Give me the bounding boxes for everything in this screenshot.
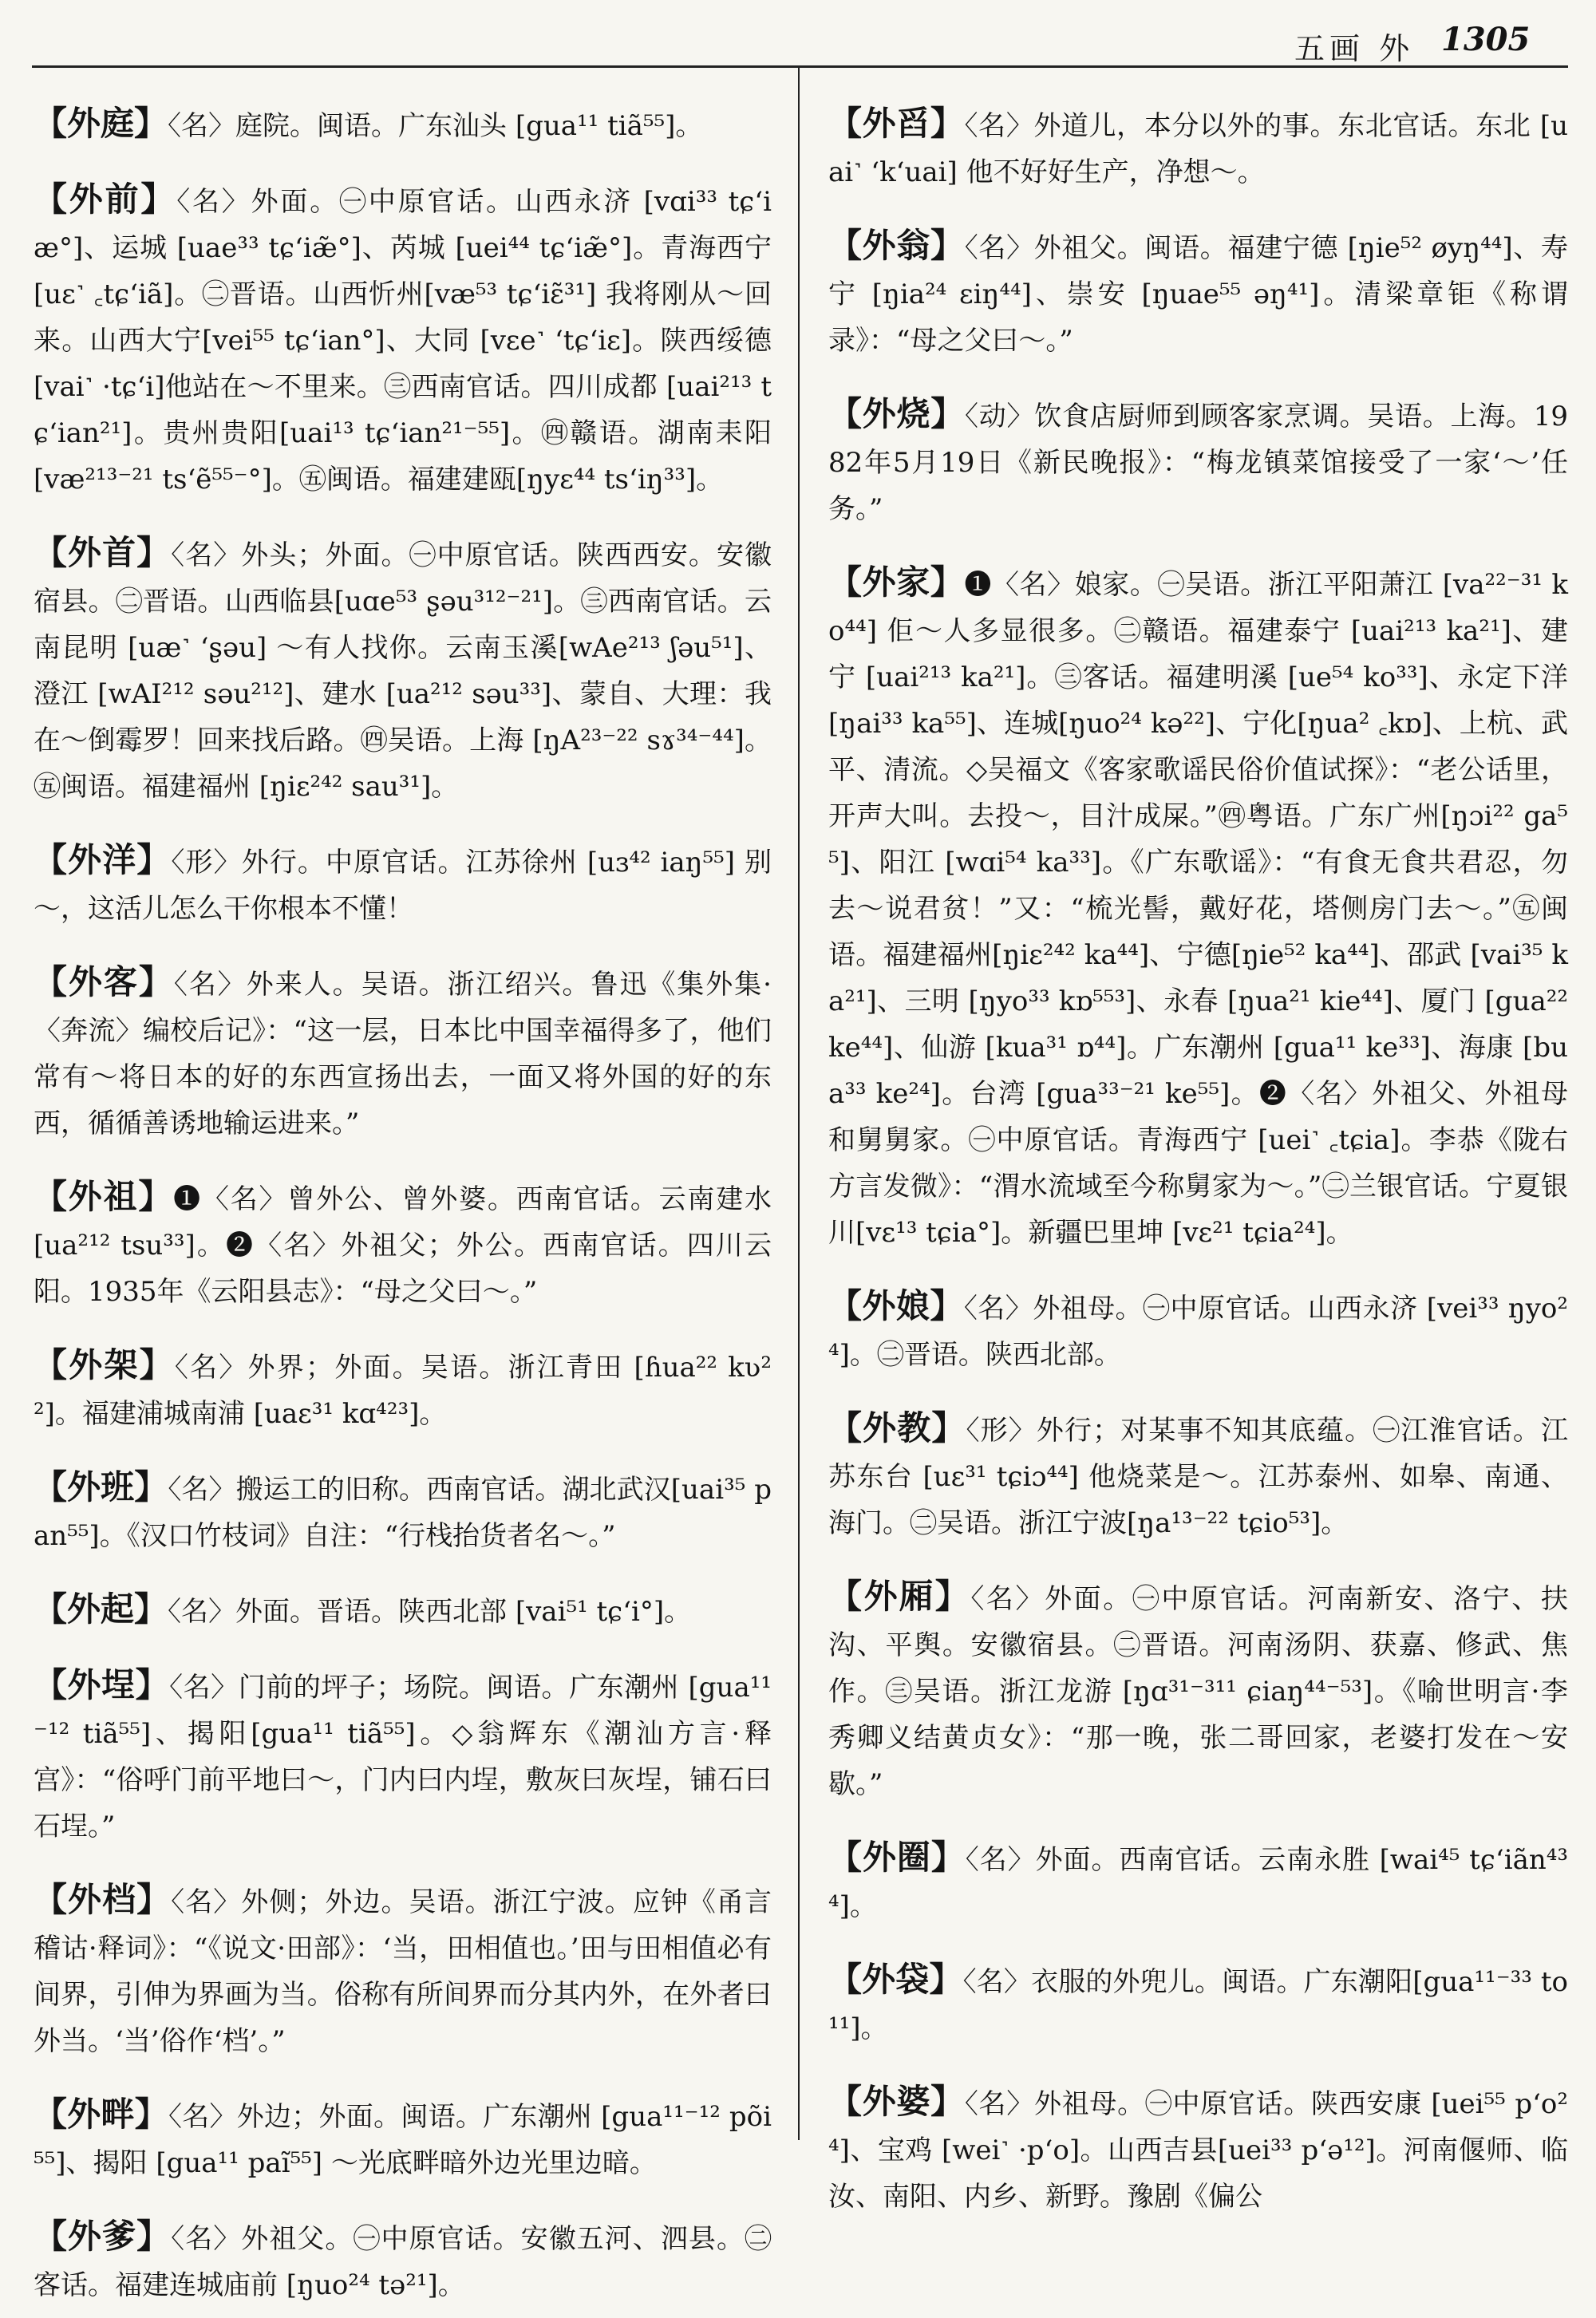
entry-body: 〈名〉衣服的外兜儿。闽语。广东潮阳[gua¹¹⁻³³ to¹¹]。 [828,1966,1568,2044]
entry-body: 〈名〉外祖父。㊀中原官话。安徽五河、泗县。㊁客话。福建连城庙前 [ŋuo²⁴ tə²¹]。 [34,2223,772,2301]
entry [828,1283,1568,1378]
entry [34,1342,772,1437]
entry-headword: 【外客】 [34,962,174,1001]
entry [828,223,1568,364]
entry [828,559,1568,1256]
entry-headword: 【外娘】 [828,1286,964,1325]
running-head: 五画 外 [1294,31,1415,66]
page-header [0,18,1596,65]
entry [34,176,772,503]
entry-headword: 【外烧】 [828,394,965,433]
header-rule [32,65,1568,68]
entry-body: 〈形〉外行；对某事不知其底蕴。㊀江淮官话。江苏东台 [uɛ³¹ tɕiɔ⁴⁴] 他烧菜是～。江苏泰州、如皋、南通、海门。㊁吴语。浙江宁波[ŋa¹³⁻²² tɕio⁵³]。 [828,1415,1568,1539]
entry-body: 〈名〉门前的坪子；场院。闽语。广东潮州 [gua¹¹⁻¹² tiã⁵⁵]、揭阳[gua¹¹ tiã⁵⁵]。◇翁辉东《潮汕方言·释宫》：“俗呼门前平地曰～，门内曰内埕，敷灰曰灰埕，铺石曰石埕。” [34,1672,772,1842]
entry [828,1405,1568,1546]
column-divider [798,65,800,2140]
entry [34,1877,772,2064]
entry-headword: 【外翁】 [828,226,965,265]
entry-headword: 【外袋】 [828,1960,963,1999]
entry [828,1957,1568,2051]
entry-body: ❶〈名〉娘家。㊀吴语。浙江平阳萧江 [va²²⁻³¹ ko⁴⁴] 佢～人多显很多。㊁赣语。福建泰宁 [uai²¹³ ka²¹]、建宁 [uai²¹³ ka²¹]。㊂客话。福建明溪 [ue⁵⁴ ko³³]、永定下洋 [ŋai³³ ka⁵⁵]、连城[ŋuo²⁴ kə²²]、宁化[ŋua² ꜀kɒ]、上杭、武平、清流。◇吴福文《客家歌谣民俗价值试探》：“老公话里，开声大叫。去投～，目汁成屎。”㊃粤语。广东广州[ŋɔi²² ga⁵⁵]、阳江 [wɑi⁵⁴ ka³³]。《广东歌谣》：“有食无食共君忍，勿去～说君贫！”又：“梳光髻，戴好花，塔侧房门去～。”㊄闽语。福建福州[ŋiɛ²⁴² ka⁴⁴]、宁德[ŋie⁵² ka⁴⁴]、邵武 [vai³⁵ ka²¹]、三明 [ŋyo³³ kɒ⁵⁵³]、永春 [ŋua²¹ kie⁴⁴]、厦门 [gua²² ke⁴⁴]、仙游 [kua³¹ ɒ⁴⁴]。广东潮州 [gua¹¹ ke³³]、海康 [bua³³ ke²⁴]。台湾 [gua³³⁻²¹ ke⁵⁵]。❷〈名〉外祖父、外祖母和舅舅家。㊀中原官话。青海西宁 [uei˺ ꜀tɕia]。李恭《陇右方言发微》：“渭水流域至今称舅家为～。”㊁兰银官话。宁夏银川[vɛ¹³ tɕia°]。新疆巴里坤 [vɛ²¹ tɕia²⁴]。 [828,569,1568,1249]
entry-body: 〈名〉外面。西南官话。云南永胜 [wai⁴⁵ tɕʻiãn⁴³⁴]。 [828,1844,1568,1922]
entry [34,1662,772,1850]
entry-headword: 【外起】 [34,1589,168,1629]
entry-body: ❶〈名〉曾外公、曾外婆。西南官话。云南建水 [ua²¹² tsu³³]。❷〈名〉外祖父；外公。西南官话。四川云阳。1935年《云阳县志》：“母之父曰～。” [34,1183,772,1308]
entry [34,2091,772,2186]
entry [828,1834,1568,1929]
entry [34,530,772,810]
entry-headword: 【外爹】 [34,2217,172,2256]
entry [828,391,1568,532]
entry-headword: 【外家】 [828,563,965,602]
entry-body: 〈名〉外道儿，本分以外的事。东北官话。东北 [uai˺ ʻkʻuai] 他不好好生产，净想～。 [828,110,1568,188]
entry-headword: 【外前】 [34,180,177,219]
entry [34,2213,772,2308]
entry [34,101,772,149]
entry-headword: 【外档】 [34,1880,172,1919]
right-column [828,73,1568,2229]
entry-body: 〈名〉外界；外面。吴语。浙江青田 [ɦua²² kʋ²²]。福建浦城南浦 [uaɛ³¹ kɑ⁴²³]。 [34,1352,772,1430]
entry-body: 〈名〉外祖母。㊀中原官话。陕西安康 [uei⁵⁵ pʻo²⁴]、宝鸡 [wei˺ ·pʻo]。山西吉县[uei³³ pʻə¹²]。河南偃师、临汝、南阳、内乡、新野。豫剧《偏公 [828,2088,1568,2213]
entry-body: 〈名〉庭院。闽语。广东汕头 [gua¹¹ tiã⁵⁵]。 [168,110,703,142]
entry-headword: 【外首】 [34,533,172,572]
entry-headword: 【外婆】 [828,2082,965,2121]
entry-headword: 【外庭】 [34,104,168,143]
entry-headword: 【外班】 [34,1467,168,1507]
entry-headword: 【外舀】 [828,104,965,143]
entry-headword: 【外埕】 [34,1665,170,1704]
entry-body: 〈名〉外面。㊀中原官话。山西永济 [vɑi³³ tɕʻiæ°]、运城 [uae³³ tɕʻiæ̃°]、芮城 [uei⁴⁴ tɕʻiæ̃°]。青海西宁[uɛ˺ ꜀tɕʻiã]。㊁晋语。山西忻州[væ⁵³ tɕʻiɛ̃³¹] 我将刚从～回来。山西大宁[vei⁵⁵ tɕʻian°]、大同 [vɛe˺ ʻtɕʻiɛ]。陕西绥德 [vai˺ ·tɕʻi]他站在～不里来。㊂西南官话。四川成都 [uai²¹³ tɕʻian²¹]。贵州贵阳[uai¹³ tɕʻian²¹⁻⁵⁵]。㊃赣语。湖南耒阳 [væ²¹³⁻²¹ tsʻẽ⁵⁵⁻°]。㊄闽语。福建建瓯[ŋyɛ⁴⁴ tsʻiŋ³³]。 [34,186,772,496]
entry [34,837,772,932]
entry-headword: 【外架】 [34,1345,175,1384]
entry [34,1464,772,1559]
entry-body: 〈名〉外头；外面。㊀中原官话。陕西西安。安徽宿县。㊁晋语。山西临县[uɑe⁵³ ʂəu³¹²⁻²¹]。㊂西南官话。云南昆明 [uæ˺ ʻʂəu] ～有人找你。云南玉溪[wAe²¹³ ʃəu⁵¹]、澄江 [wAI²¹² səu²¹²]、建水 [ua²¹² səu³³]、蒙自、大理：我在～倒霉罗！回来找后路。㊃吴语。上海 [ŋA²³⁻²² sɤ³⁴⁻⁴⁴]。㊄闽语。福建福州 [ŋiɛ²⁴² sau³¹]。 [34,539,772,803]
entry [34,1586,772,1635]
entry-body: 〈名〉外来人。吴语。浙江绍兴。鲁迅《集外集·〈奔流〉编校后记》：“这一层，日本比中国幸福得多了，他们常有～将日本的好的东西宣扬出去，一面又将外国的好的东西，循循善诱地输运进来。” [34,969,772,1139]
entry-body: 〈名〉外祖母。㊀中原官话。山西永济 [vei³³ ŋyo²⁴]。㊁晋语。陕西北部。 [828,1293,1568,1371]
entry-headword: 【外教】 [828,1408,966,1447]
entry-body: 〈形〉外行。中原官话。江苏徐州 [uɜ⁴² iaŋ⁵⁵] 别～，这活儿怎么干你根本不懂！ [34,847,772,925]
entry-body: 〈动〉饮食店厨师到顾客家烹调。吴语。上海。1982年5月19日《新民晚报》：“梅龙镇菜馆接受了一家‘～’任务。” [828,401,1568,525]
page-number: 1305 [1441,21,1531,58]
entry-headword: 【外圈】 [828,1838,966,1877]
left-column [34,73,772,2318]
entry-body: 〈名〉外面。㊀中原官话。河南新安、洛宁、扶沟、平舆。安徽宿县。㊁晋语。河南汤阴、获嘉、修武、焦作。㊂吴语。浙江龙游 [ŋɑ³¹⁻³¹¹ ɕiaŋ⁴⁴⁻⁵³]。《喻世明言·李秀卿义结黄贞女》：“那一晚，张二哥回家，老婆打发在～安歇。” [828,1583,1568,1800]
entry-headword: 【外厢】 [828,1577,971,1616]
entry [828,2079,1568,2220]
entry-body: 〈名〉外祖父。闽语。福建宁德 [ŋie⁵² øyŋ⁴⁴]、寿宁 [ŋia²⁴ ɛiŋ⁴⁴]、崇安 [ŋuae⁵⁵ əŋ⁴¹]。清梁章钜《称谓录》：“母之父曰～。” [828,232,1568,357]
entry [828,1574,1568,1807]
entry [828,101,1568,195]
entry-headword: 【外畔】 [34,2095,169,2134]
entry-body: 〈名〉外边；外面。闽语。广东潮州 [gua¹¹⁻¹² põi⁵⁵]、揭阳 [gua¹¹ paĩ⁵⁵] ～光底畔暗外边光里边暗。 [34,2101,772,2179]
entry-headword: 【外洋】 [34,840,172,879]
entry-body: 〈名〉外侧；外边。吴语。浙江宁波。应钟《甬言稽诂·释词》：“《说文·田部》：‘当，田相值也。’田与田相值必有间界，引伸为界画为当。俗称有所间界而分其内外，在外者曰外当。‘当’俗作‘档’。” [34,1886,772,2057]
entry-headword: 【外祖】 [34,1177,174,1216]
entry-body: 〈名〉搬运工的旧称。西南官话。湖北武汉[uai³⁵ pan⁵⁵]。《汉口竹枝词》自注：“行栈抬货者名～。” [34,1474,772,1552]
entry-body: 〈名〉外面。晋语。陕西北部 [vai⁵¹ tɕʻi°]。 [168,1596,692,1628]
entry [34,1174,772,1315]
entry [34,959,772,1147]
